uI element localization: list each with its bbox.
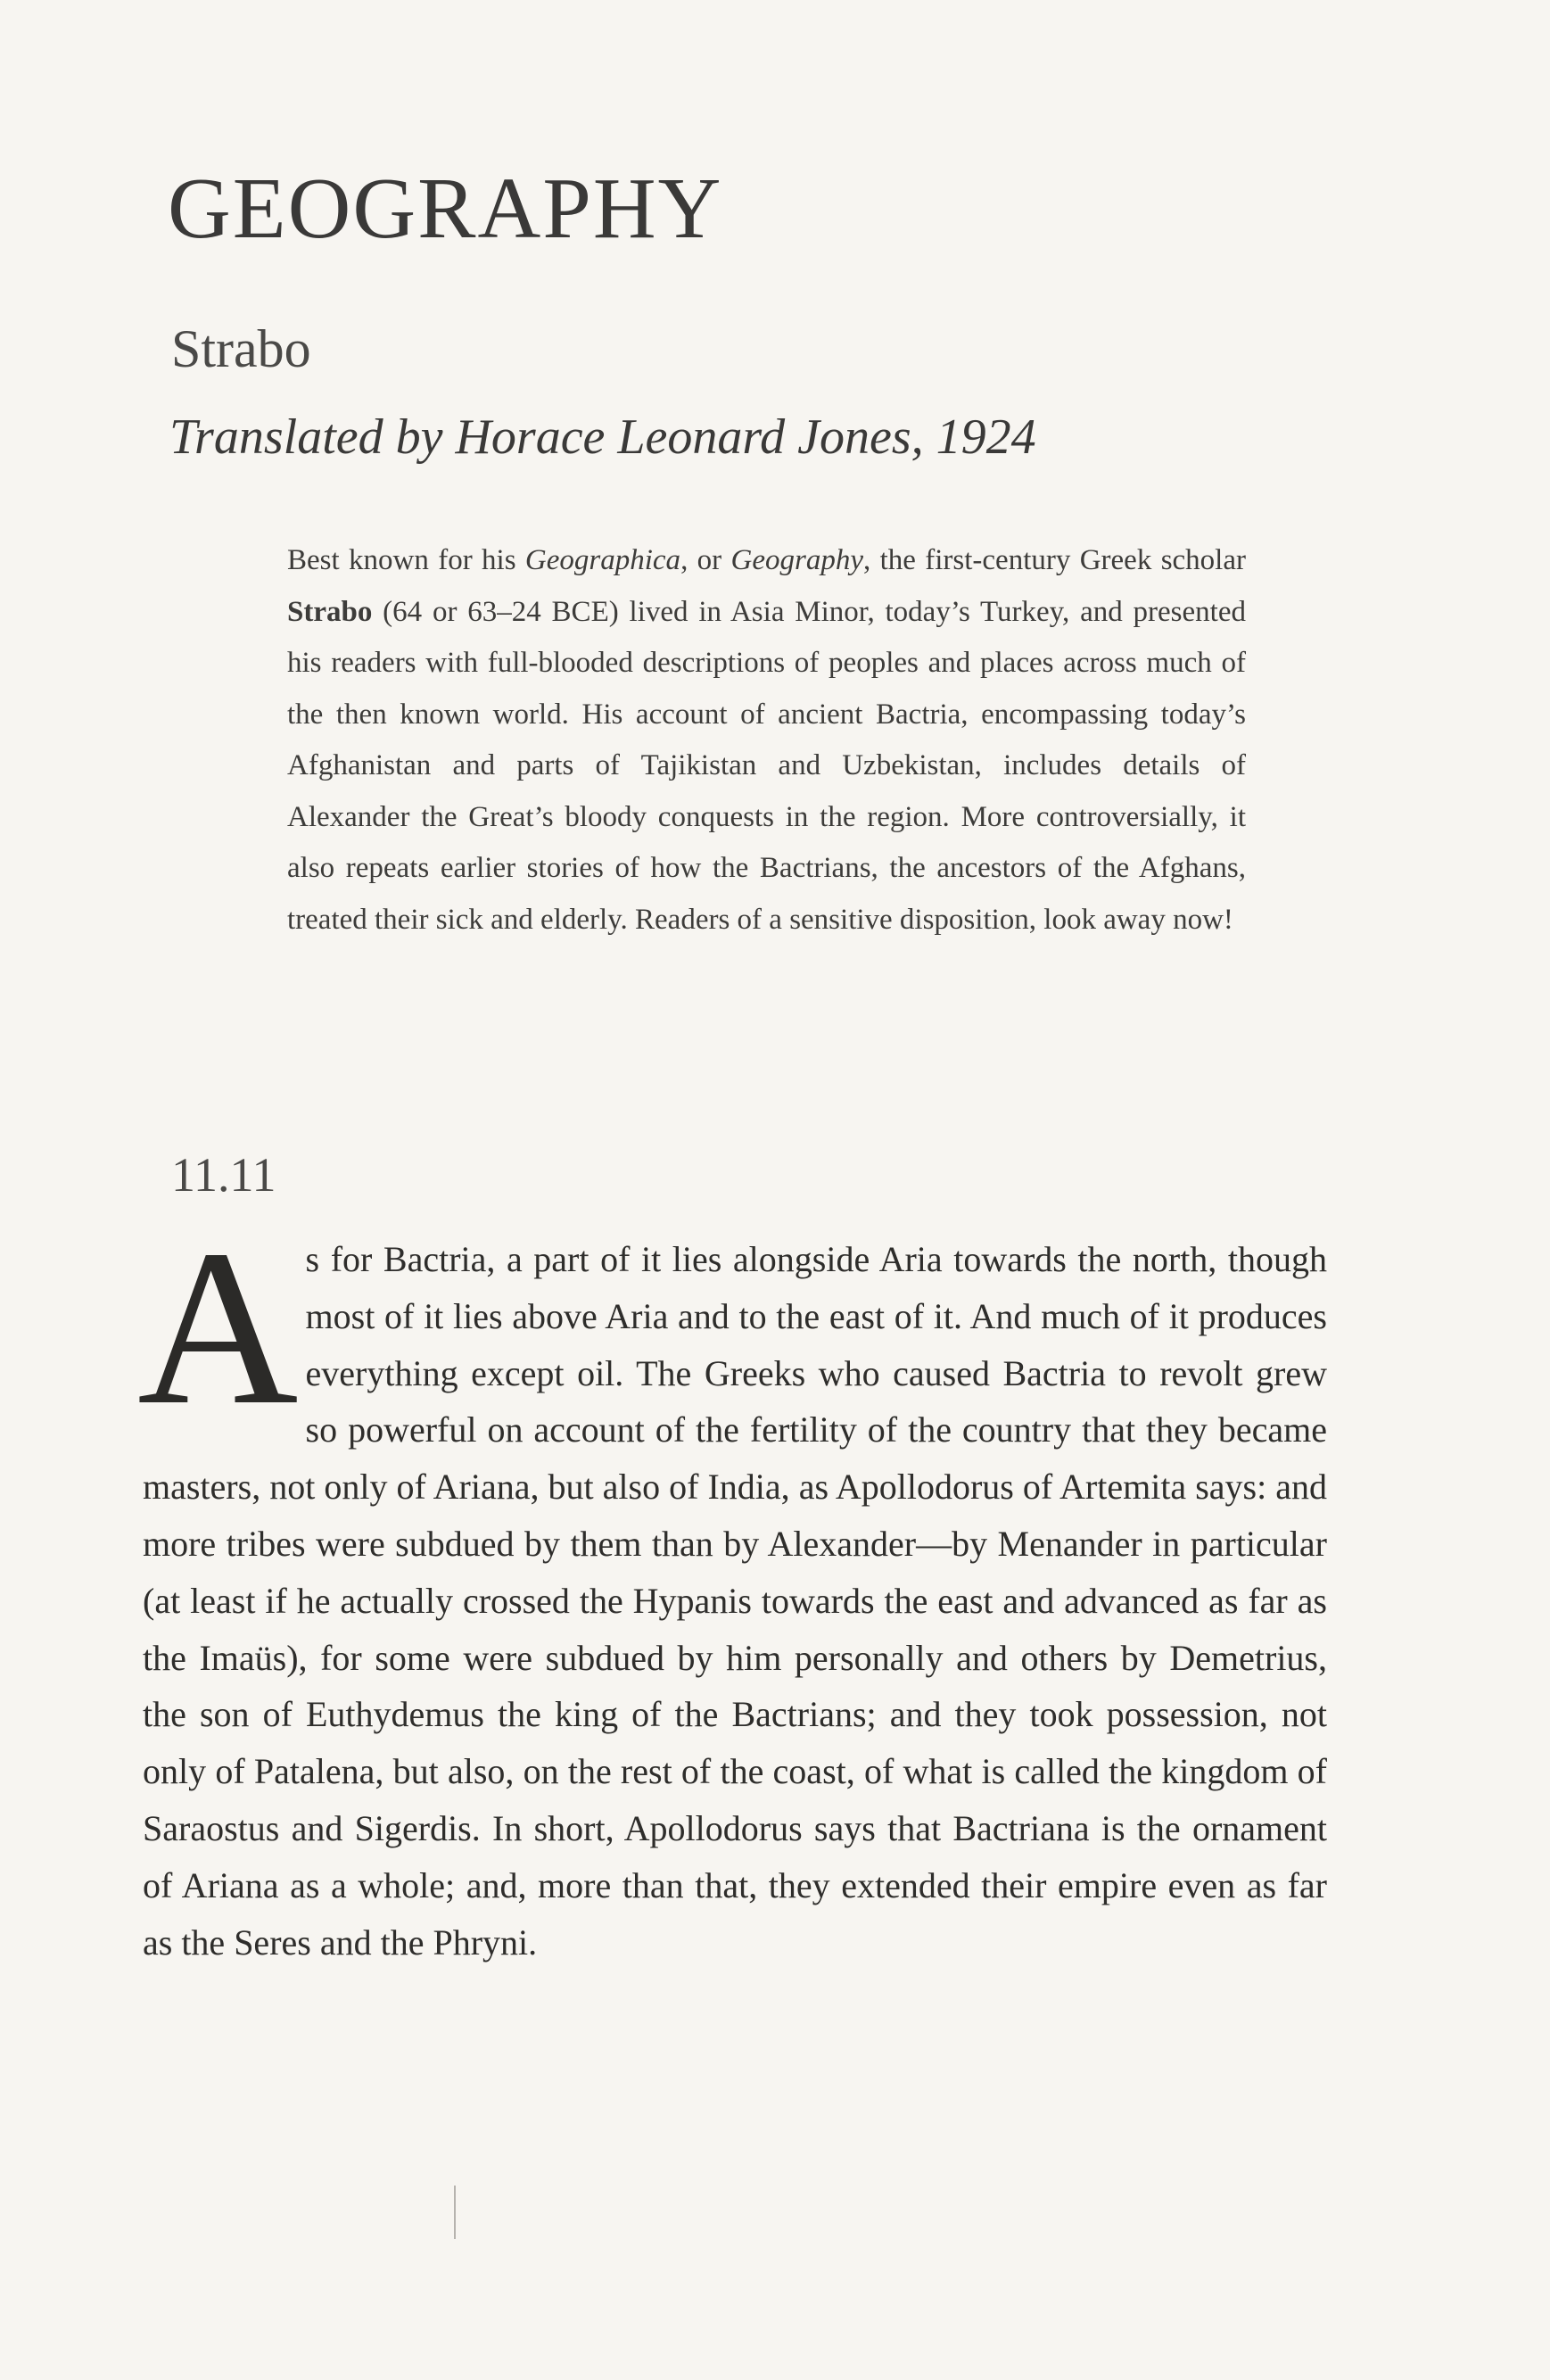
section-body-text: s for Bactria, a part of it lies alongside Aria towards the north, though most of it lies above Aria and to the east of it. And much of it produces everything except oil. The Greeks who caused Bactria to revolt grew so powerful on account of the fertility of the country that they became masters, not only of Ariana, but also of India, as Apollodorus of Artemita says: and more tribes were subdued by them than by Alexander—by Menander in particular (at least if he actually crossed the Hypanis towards the east and advanced as far as the Imaüs), for some were subdued by him personally and others by Demetrius, the son of Euthydemus the king of the Bactrians; and they took possession, not only of Patalena, but also, on the rest of the coast, of what is called the kingdom of Saraostus and Sigerdis. In short, Apollodorus says that Bactriana is the ornament of Ariana as a whole; and, more than that, they extended their empire even as far as the Seres and the Phryni. [143,1239,1327,1963]
intro-text-2: , or [680,544,731,576]
translator-credit: Translated by Horace Leonard Jones, 1924 [169,409,1036,465]
intro-text-3: , the first-century Greek scholar [862,544,1246,576]
intro-work-title-2: Geography [730,544,863,576]
intro-work-title-1: Geographica [524,544,681,576]
intro-text-4: (64 or 63–24 BCE) lived in Asia Minor, today’s Turkey, and presented his readers with full-blooded descriptions of peoples and places across much of the then known world. His account of ancient Bactria, encompassing today’s Afghanistan and parts of Tajikistan and Uzbekistan, includes details of Alexander the Great’s bloody conquests in the region. More controversially, it also repeats earlier stories of how the Bactrians, the ancestors of the Afghans, treated their sick and elderly. Readers of a sensitive disposition, look away now! [287,595,1246,936]
intro-author-name: Strabo [287,595,373,628]
author-name: Strabo [171,319,311,378]
intro-paragraph [287,535,1246,946]
section-body [137,1204,1327,1971]
book-title: GEOGRAPHY [168,161,723,257]
page-mark [454,2186,456,2239]
intro-text-1: Best known for his [287,544,525,576]
section-number: 11.11 [171,1148,276,1202]
drop-cap: A [137,1204,299,1451]
